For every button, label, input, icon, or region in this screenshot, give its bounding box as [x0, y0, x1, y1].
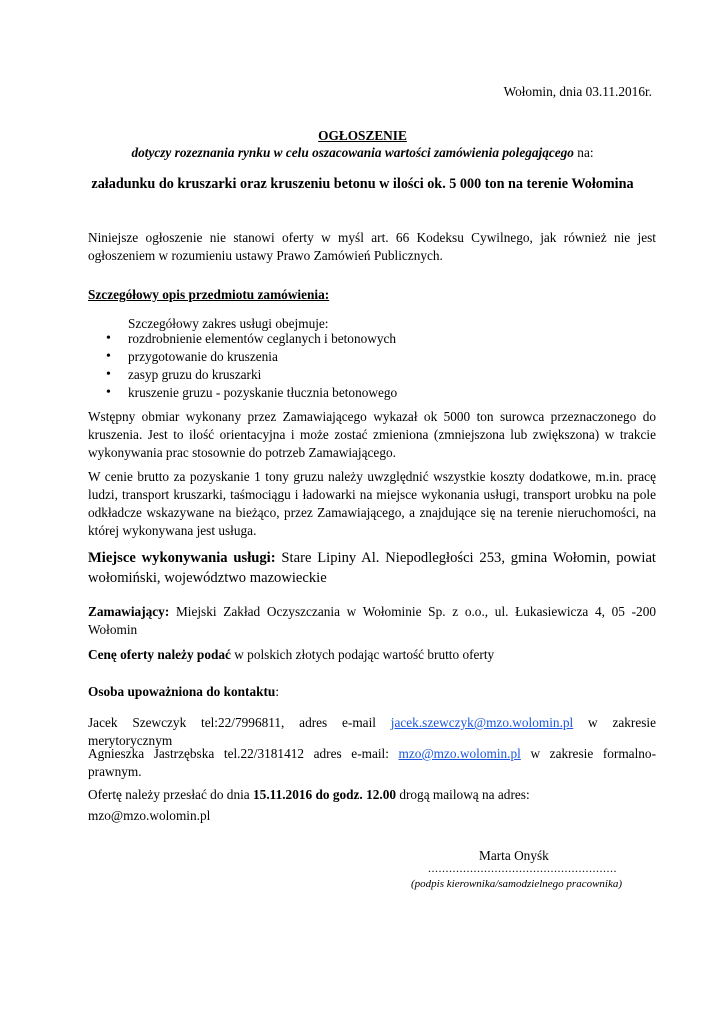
contact-1-prefix: Jacek Szewczyk tel:22/7996811, adres e-mail — [88, 715, 391, 730]
deadline-suffix: drogą mailową na adres: — [396, 787, 530, 802]
contact-1-suffix: w zakresie merytorycznym — [88, 715, 656, 748]
contact-heading-label: Osoba upoważniona do kontaktu — [88, 684, 276, 699]
ordering-value: Miejski Zakład Oczyszczania w Wołominie Sp. z o.o., ul. Łukasiewicza 4, 05 -200 Wołomin — [88, 604, 656, 637]
deadline-paragraph — [88, 784, 656, 827]
scope-list — [104, 330, 397, 402]
deadline-date: 15.11.2016 do godz. 12.00 — [253, 787, 396, 802]
measurement-paragraph: Wstępny obmiar wykonany przez Zamawiającego wykazał ok 5000 ton surowca przeznaczonego do kruszenia. Jest to ilość orientacyjna i może zostać zmieniona (zmniejszona lub zwiększona) w trakcie wykonywania prac stosownie do potrzeb Zamawiającego. — [88, 409, 656, 460]
subject-line: załadunku do kruszarki oraz kruszeniu betonu w ilości ok. 5 000 ton na terenie Wołomina — [91, 176, 634, 192]
signature-name: Marta Onyśk — [479, 848, 549, 863]
deadline-line — [88, 784, 656, 805]
contact-person-2 — [88, 745, 656, 781]
details-heading: Szczegółowy opis przedmiotu zamówienia: — [88, 287, 330, 302]
contact-2-prefix: Agnieszka Jastrzębska tel.22/3181412 adres e-mail: — [88, 746, 399, 761]
signature-line: ...................................................... — [428, 861, 617, 875]
contact-heading-tail: : — [275, 684, 280, 699]
email-link-1[interactable]: jacek.szewczyk@mzo.wolomin.pl — [390, 715, 574, 730]
list-item: • przygotowanie do kruszenia — [104, 348, 397, 366]
deadline-address: mzo@mzo.wolomin.pl — [88, 808, 211, 824]
contact-heading — [88, 683, 656, 701]
price-info-bold: Cenę oferty należy podać — [88, 647, 231, 662]
date-line: Wołomin, dnia 03.11.2016r. — [503, 84, 652, 99]
place-label: Miejsce wykonywania usługi: — [88, 550, 276, 566]
list-item: • zasyp gruzu do kruszarki — [104, 366, 397, 384]
ordering-label: Zamawiający: — [88, 604, 170, 619]
price-info — [88, 646, 656, 664]
list-item: • rozdrobnienie elementów ceglanych i betonowych — [104, 330, 397, 348]
list-item: • kruszenie gruzu - pozyskanie tłucznia betonowego — [104, 384, 397, 402]
contact-2-suffix: w zakresie formalno-prawnym. — [88, 746, 656, 779]
place-of-service — [88, 549, 656, 588]
ordering-party — [88, 603, 656, 639]
subtitle — [0, 144, 725, 162]
page-title: OGŁOSZENIE — [318, 128, 407, 143]
email-link-2[interactable]: mzo@mzo.wolomin.pl — [398, 746, 521, 761]
place-value: Stare Lipiny Al. Niepodległości 253, gmina Wołomin, powiat wołomiński, województwo mazowieckie — [88, 550, 656, 586]
price-paragraph: W cenie brutto za pozyskanie 1 tony gruzu należy uwzględnić wszystkie koszty dodatkowe, m.in. pracę ludzi, transport kruszarki, taśmociągu i ładowarki na miejsce wykonania usługi, transport urobku na pole odkładcze wskazywane na bieżąco, przez Zamawiającego, a znajdujące się na terenie nieruchomości, na której wykonywana jest usługa. — [88, 469, 656, 538]
intro-paragraph: Niniejsze ogłoszenie nie stanowi oferty w myśl art. 66 Kodeksu Cywilnego, jak również nie jest ogłoszeniem w rozumieniu ustawy Prawo Zamówień Publicznych. — [88, 230, 656, 263]
deadline-prefix: Ofertę należy przesłać do dnia — [88, 787, 254, 802]
price-info-rest: w polskich złotych podając wartość brutto oferty — [230, 647, 495, 662]
signature-caption: (podpis kierownika/samodzielnego pracownika) — [411, 878, 623, 890]
subtitle-tail: na: — [573, 145, 594, 160]
scope-intro: Szczegółowy zakres usługi obejmuje: — [128, 316, 329, 331]
subtitle-bold: dotyczy rozeznania rynku w celu oszacowania wartości zamówienia polegającego — [131, 145, 574, 160]
